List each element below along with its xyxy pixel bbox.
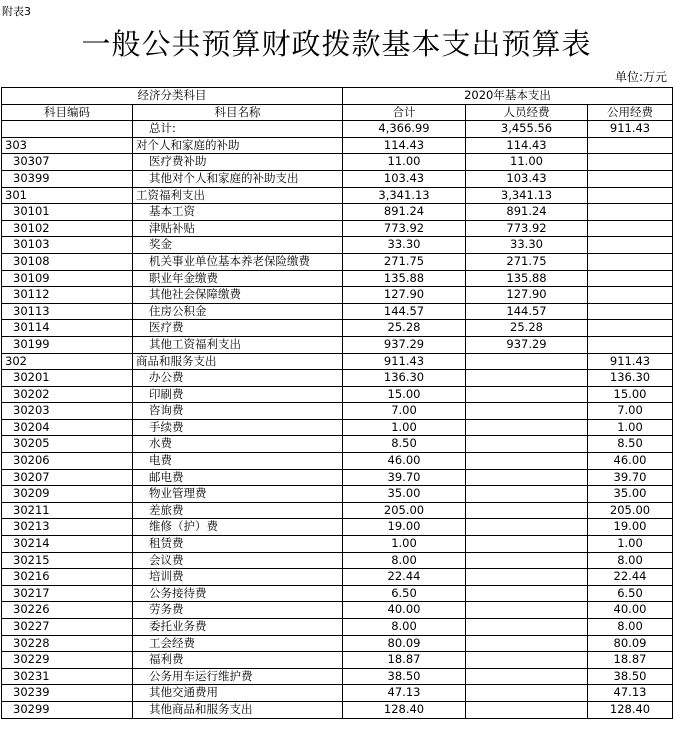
row-total: 103.43 [343, 170, 466, 187]
row-personnel [466, 652, 588, 669]
row-code: 30228 [2, 635, 133, 652]
row-personnel [466, 486, 588, 503]
row-total: 47.13 [343, 685, 466, 702]
row-code: 30214 [2, 536, 133, 553]
row-public [588, 336, 673, 353]
row-total: 114.43 [343, 137, 466, 154]
row-code: 30205 [2, 436, 133, 453]
table-row [2, 303, 673, 320]
row-code: 30226 [2, 602, 133, 619]
row-code: 30209 [2, 486, 133, 503]
row-code: 30231 [2, 668, 133, 685]
table-row [2, 287, 673, 304]
row-public: 19.00 [588, 519, 673, 536]
table-row [2, 486, 673, 503]
row-total: 22.44 [343, 569, 466, 586]
row-name: 住房公积金 [133, 303, 343, 320]
table-row [2, 602, 673, 619]
row-total: 911.43 [343, 353, 466, 370]
row-total: 205.00 [343, 502, 466, 519]
row-personnel [466, 502, 588, 519]
row-public: 35.00 [588, 486, 673, 503]
row-code: 301 [2, 187, 133, 204]
row-total: 4,366.99 [343, 121, 466, 138]
table-row [2, 270, 673, 287]
row-public [588, 204, 673, 221]
row-personnel [466, 552, 588, 569]
table-row [2, 353, 673, 370]
row-personnel: 144.57 [466, 303, 588, 320]
table-row [2, 154, 673, 171]
table-row [2, 552, 673, 569]
row-personnel [466, 519, 588, 536]
table-row [2, 585, 673, 602]
row-total: 38.50 [343, 668, 466, 685]
table-row [2, 536, 673, 553]
row-total: 15.00 [343, 386, 466, 403]
row-personnel: 773.92 [466, 220, 588, 237]
row-code: 30102 [2, 220, 133, 237]
row-code: 30229 [2, 652, 133, 669]
row-total: 136.30 [343, 370, 466, 387]
page-title: 一般公共预算财政拨款基本支出预算表 [81, 27, 592, 61]
row-name: 福利费 [133, 652, 343, 669]
row-total: 1.00 [343, 419, 466, 436]
table-row [2, 204, 673, 221]
row-code: 30299 [2, 701, 133, 718]
row-total: 35.00 [343, 486, 466, 503]
row-code: 30113 [2, 303, 133, 320]
row-code: 30103 [2, 237, 133, 254]
row-total: 80.09 [343, 635, 466, 652]
row-name: 电费 [133, 453, 343, 470]
table-row [2, 469, 673, 486]
row-public: 911.43 [588, 121, 673, 138]
attachment-label: 附表3 [2, 5, 31, 18]
row-public: 128.40 [588, 701, 673, 718]
row-public: 205.00 [588, 502, 673, 519]
row-name: 委托业务费 [133, 619, 343, 636]
row-name: 培训费 [133, 569, 343, 586]
row-code: 30206 [2, 453, 133, 470]
row-total: 8.00 [343, 552, 466, 569]
row-code: 30213 [2, 519, 133, 536]
row-name: 职业年金缴费 [133, 270, 343, 287]
table-row [2, 137, 673, 154]
row-name: 其他商品和服务支出 [133, 701, 343, 718]
table-row [2, 403, 673, 420]
row-personnel: 127.90 [466, 287, 588, 304]
table-row [2, 619, 673, 636]
row-code: 30112 [2, 287, 133, 304]
row-total: 11.00 [343, 154, 466, 171]
row-public: 46.00 [588, 453, 673, 470]
row-public: 1.00 [588, 536, 673, 553]
row-total: 7.00 [343, 403, 466, 420]
table-row [2, 519, 673, 536]
row-public: 18.87 [588, 652, 673, 669]
table-row [2, 220, 673, 237]
table-row [2, 187, 673, 204]
row-total: 1.00 [343, 536, 466, 553]
table-row [2, 386, 673, 403]
header-public: 公用经费 [588, 104, 673, 121]
table-row [2, 685, 673, 702]
row-personnel [466, 469, 588, 486]
row-total: 144.57 [343, 303, 466, 320]
row-name: 差旅费 [133, 502, 343, 519]
row-name: 工资福利支出 [133, 187, 343, 204]
table-row [2, 701, 673, 718]
row-name: 商品和服务支出 [133, 353, 343, 370]
row-public [588, 137, 673, 154]
row-total: 127.90 [343, 287, 466, 304]
table-row [2, 453, 673, 470]
header-name: 科目名称 [133, 104, 343, 121]
row-personnel: 103.43 [466, 170, 588, 187]
row-code: 303 [2, 137, 133, 154]
header-basic-expenditure: 2020年基本支出 [343, 88, 673, 105]
row-personnel [466, 370, 588, 387]
row-code: 30202 [2, 386, 133, 403]
row-personnel: 891.24 [466, 204, 588, 221]
row-code: 30109 [2, 270, 133, 287]
row-total: 8.00 [343, 619, 466, 636]
row-code: 30399 [2, 170, 133, 187]
row-code: 30307 [2, 154, 133, 171]
row-personnel: 271.75 [466, 253, 588, 270]
header-personnel: 人员经费 [466, 104, 588, 121]
row-total: 3,341.13 [343, 187, 466, 204]
header-economic-classification: 经济分类科目 [2, 88, 343, 105]
table-row [2, 569, 673, 586]
table-row [2, 652, 673, 669]
row-personnel: 135.88 [466, 270, 588, 287]
row-public: 38.50 [588, 668, 673, 685]
row-code: 302 [2, 353, 133, 370]
row-public [588, 270, 673, 287]
row-code: 30211 [2, 502, 133, 519]
row-public [588, 220, 673, 237]
row-personnel: 937.29 [466, 336, 588, 353]
row-name: 公务接待费 [133, 585, 343, 602]
row-personnel [466, 403, 588, 420]
row-name: 劳务费 [133, 602, 343, 619]
row-total: 19.00 [343, 519, 466, 536]
row-name: 奖金 [133, 237, 343, 254]
row-code: 30215 [2, 552, 133, 569]
row-personnel [466, 353, 588, 370]
row-name: 邮电费 [133, 469, 343, 486]
row-personnel [466, 585, 588, 602]
row-name: 其他社会保障缴费 [133, 287, 343, 304]
row-name: 咨询费 [133, 403, 343, 420]
row-total: 135.88 [343, 270, 466, 287]
row-personnel [466, 635, 588, 652]
row-name: 会议费 [133, 552, 343, 569]
row-personnel: 3,341.13 [466, 187, 588, 204]
table-row [2, 502, 673, 519]
row-personnel [466, 602, 588, 619]
row-public [588, 170, 673, 187]
row-public [588, 187, 673, 204]
row-name: 维修（护）费 [133, 519, 343, 536]
row-total: 46.00 [343, 453, 466, 470]
row-public: 1.00 [588, 419, 673, 436]
row-public [588, 320, 673, 337]
table-row [2, 320, 673, 337]
row-public: 8.50 [588, 436, 673, 453]
row-name: 办公费 [133, 370, 343, 387]
row-public [588, 303, 673, 320]
row-code: 30199 [2, 336, 133, 353]
row-personnel [466, 701, 588, 718]
row-public: 7.00 [588, 403, 673, 420]
row-code: 30204 [2, 419, 133, 436]
row-name: 医疗费补助 [133, 154, 343, 171]
row-total: 937.29 [343, 336, 466, 353]
row-code: 30217 [2, 585, 133, 602]
row-public: 8.00 [588, 619, 673, 636]
row-public [588, 154, 673, 171]
row-total: 33.30 [343, 237, 466, 254]
row-personnel [466, 569, 588, 586]
row-personnel: 33.30 [466, 237, 588, 254]
header-total: 合计 [343, 104, 466, 121]
row-total: 18.87 [343, 652, 466, 669]
row-code [2, 121, 133, 138]
row-code: 30201 [2, 370, 133, 387]
row-code: 30227 [2, 619, 133, 636]
row-public [588, 237, 673, 254]
row-public [588, 253, 673, 270]
row-total: 891.24 [343, 204, 466, 221]
row-name: 印刷费 [133, 386, 343, 403]
row-code: 30108 [2, 253, 133, 270]
row-personnel: 114.43 [466, 137, 588, 154]
row-code: 30203 [2, 403, 133, 420]
table-row [2, 336, 673, 353]
row-public: 15.00 [588, 386, 673, 403]
row-personnel [466, 619, 588, 636]
row-personnel: 25.28 [466, 320, 588, 337]
row-total: 25.28 [343, 320, 466, 337]
row-public: 8.00 [588, 552, 673, 569]
row-personnel [466, 453, 588, 470]
row-name: 总计: [133, 121, 343, 138]
row-total: 8.50 [343, 436, 466, 453]
table-row [2, 237, 673, 254]
row-public: 39.70 [588, 469, 673, 486]
row-total: 6.50 [343, 585, 466, 602]
row-name: 工会经费 [133, 635, 343, 652]
row-personnel [466, 419, 588, 436]
row-public: 911.43 [588, 353, 673, 370]
row-personnel [466, 386, 588, 403]
table-row [2, 436, 673, 453]
table-row [2, 668, 673, 685]
row-code: 30101 [2, 204, 133, 221]
row-personnel [466, 685, 588, 702]
row-name: 其他工资福利支出 [133, 336, 343, 353]
table-row [2, 170, 673, 187]
row-personnel [466, 668, 588, 685]
row-code: 30216 [2, 569, 133, 586]
row-public: 22.44 [588, 569, 673, 586]
row-total: 40.00 [343, 602, 466, 619]
row-name: 物业管理费 [133, 486, 343, 503]
row-name: 医疗费 [133, 320, 343, 337]
table-row [2, 419, 673, 436]
row-personnel: 11.00 [466, 154, 588, 171]
row-personnel: 3,455.56 [466, 121, 588, 138]
table-row [2, 253, 673, 270]
row-total: 271.75 [343, 253, 466, 270]
row-name: 公务用车运行维护费 [133, 668, 343, 685]
row-name: 其他交通费用 [133, 685, 343, 702]
row-total: 128.40 [343, 701, 466, 718]
row-name: 基本工资 [133, 204, 343, 221]
row-personnel [466, 536, 588, 553]
row-name: 津贴补贴 [133, 220, 343, 237]
row-name: 水费 [133, 436, 343, 453]
row-name: 对个人和家庭的补助 [133, 137, 343, 154]
row-personnel [466, 436, 588, 453]
table-row [2, 635, 673, 652]
budget-table [1, 87, 673, 719]
table-row [2, 121, 673, 138]
row-name: 手续费 [133, 419, 343, 436]
row-name: 租赁费 [133, 536, 343, 553]
row-public: 6.50 [588, 585, 673, 602]
row-public: 47.13 [588, 685, 673, 702]
row-name: 其他对个人和家庭的补助支出 [133, 170, 343, 187]
row-total: 773.92 [343, 220, 466, 237]
unit-label: 单位:万元 [614, 70, 667, 84]
table-row [2, 370, 673, 387]
header-code: 科目编码 [2, 104, 133, 121]
row-code: 30114 [2, 320, 133, 337]
row-total: 39.70 [343, 469, 466, 486]
row-code: 30239 [2, 685, 133, 702]
row-public: 80.09 [588, 635, 673, 652]
row-public [588, 287, 673, 304]
row-public: 40.00 [588, 602, 673, 619]
row-public: 136.30 [588, 370, 673, 387]
row-name: 机关事业单位基本养老保险缴费 [133, 253, 343, 270]
row-code: 30207 [2, 469, 133, 486]
table-body [2, 121, 673, 718]
